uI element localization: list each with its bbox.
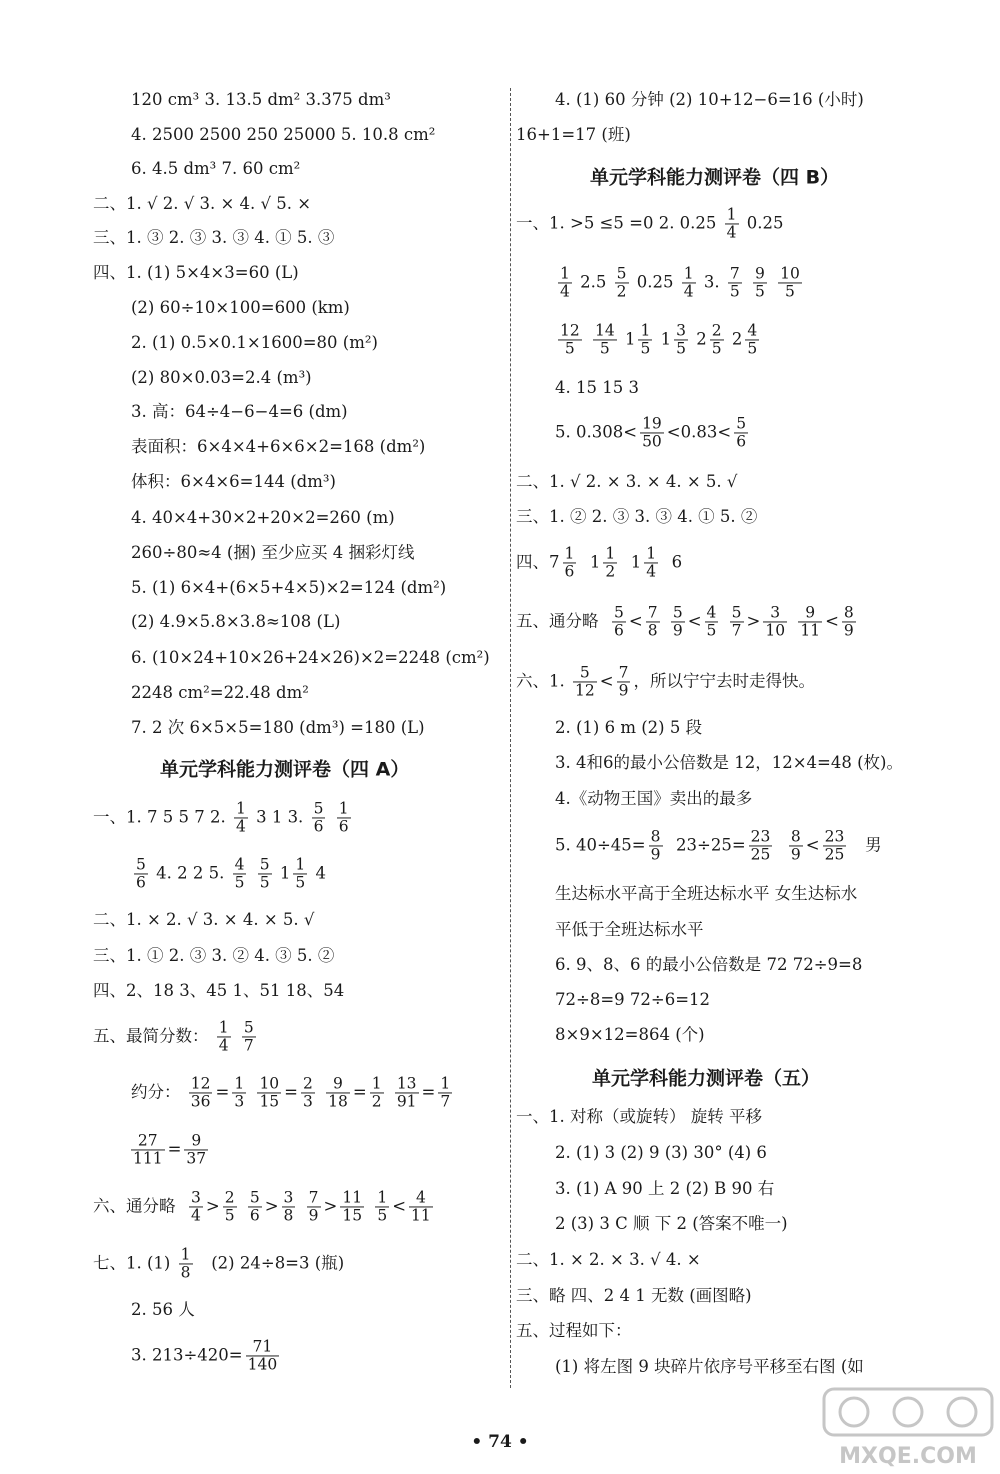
answer-line: 一、1. 对称（或旋转） 旋转 平移	[516, 1106, 762, 1126]
answer-line: $\frac{1}{4}$ 2.5 $\frac{5}{2}$ 0.25 $\frac{1}{4}$ 3. $\frac{7}{5}$ $\frac{9}{5}$ $\frac{10}{5}$	[560, 264, 800, 301]
answer-line: 8×9×12=864 (个)	[555, 1024, 705, 1044]
section-heading-4a: 单元学科能力测评卷（四 A）	[160, 758, 410, 781]
answer-line: (1) 将左图 9 块碎片依序号平移至右图 (如	[555, 1356, 864, 1376]
answer-line: $\frac{27}{111}$ = $\frac{9}{37}$	[133, 1131, 207, 1168]
answer-line: 4. (1) 60 分钟 (2) 10+12−6=16 (小时)	[555, 89, 864, 109]
answer-line: 四、7 $\frac{1}{6}$ 1 $\frac{1}{2}$ 1 $\frac{1}{4}$ 6	[516, 544, 683, 581]
answer-line: 4.《动物王国》卖出的最多	[555, 788, 753, 808]
answer-line: 5. 0.308< $\frac{19}{50}$ <0.83< $\frac{5}{6}$	[555, 414, 747, 451]
answer-line: 二、1. √ 2. √ 3. × 4. √ 5. ×	[93, 193, 312, 213]
answer-line: 五、通分略 $\frac{5}{6}$ < $\frac{7}{8}$ $\frac{5}{9}$ < $\frac{4}{5}$ $\frac{5}{7}$ > $\frac{3}{10}$ $\frac{9}{11}$ < $\frac{8}{9}$	[516, 603, 854, 640]
page-number: • 74 •	[471, 1432, 529, 1452]
answer-line: 四、2、18 3、45 1、51 18、54	[93, 980, 345, 1000]
answer-line: 6. 9、8、6 的最小公倍数是 72 72÷9=8	[555, 954, 863, 974]
answer-line: 六、1. $\frac{5}{12}$ < $\frac{7}{9}$ ，所以宁宁去时走得快。	[516, 663, 815, 700]
answer-line: 2. (1) 6 m (2) 5 段	[555, 717, 703, 737]
answer-line: 3. 213÷420= $\frac{71}{140}$	[131, 1337, 278, 1374]
answer-line: 三、1. ② 2. ③ 3. ③ 4. ① 5. ②	[516, 506, 758, 526]
answer-line: 一、1. >5 ≤5 =0 2. 0.25 $\frac{1}{4}$ 0.25	[516, 205, 784, 242]
answer-line: 三、略 四、2 4 1 无数 (画图略)	[516, 1285, 752, 1305]
column-divider	[510, 88, 511, 1388]
answer-line: 生达标水平高于全班达标水平 女生达标水	[555, 883, 858, 903]
answer-line: 二、1. × 2. √ 3. × 4. × 5. √	[93, 909, 315, 929]
answer-line: 5. 40÷45= $\frac{8}{9}$ 23÷25= $\frac{23}{25}$ $\frac{8}{9}$ < $\frac{23}{25}$ 男	[555, 827, 882, 864]
answer-line: 四、1. (1) 5×4×3=60 (L)	[93, 262, 299, 282]
answer-line: 120 cm³ 3. 13.5 dm² 3.375 dm³	[131, 89, 391, 109]
answer-line: 4. 2500 2500 250 25000 5. 10.8 cm²	[131, 124, 436, 144]
answer-line: 3. 4和6的最小公倍数是 12，12×4=48 (枚)。	[555, 752, 903, 772]
answer-line: 三、1. ③ 2. ③ 3. ③ 4. ① 5. ③	[93, 227, 335, 247]
answer-line: 六、通分略 $\frac{3}{4}$ > $\frac{2}{5}$ $\frac{5}{6}$ > $\frac{3}{8}$ $\frac{7}{9}$ > $\frac{11}{15}$ $\frac{1}{5}$ < $\frac{4}{11}$	[93, 1188, 431, 1225]
answer-line: 体积：6×4×6=144 (dm³)	[131, 471, 336, 491]
answer-line: 5. (1) 6×4+(6×5+4×5)×2=124 (dm²)	[131, 577, 447, 597]
answer-line: 7. 2 次 6×5×5=180 (dm³) =180 (L)	[131, 717, 425, 737]
answer-line: 五、最简分数： $\frac{1}{4}$ $\frac{5}{7}$	[93, 1018, 254, 1055]
answer-line: 2. (1) 3 (2) 9 (3) 30° (4) 6	[555, 1142, 767, 1162]
answer-line: $\frac{5}{6}$ 4. 2 2 5. $\frac{4}{5}$ $\frac{5}{5}$ 1 $\frac{1}{5}$ 4	[136, 855, 326, 892]
answer-line: 3. (1) A 90 上 2 (2) B 90 右	[555, 1178, 775, 1198]
answer-line: 二、1. × 2. × 3. √ 4. ×	[516, 1249, 701, 1269]
answer-line: 3. 高：64÷4−6−4=6 (dm)	[131, 401, 348, 421]
section-heading-5: 单元学科能力测评卷（五）	[592, 1067, 821, 1090]
answer-line: 4. 15 15 3	[555, 377, 639, 397]
answer-line: (2) 80×0.03=2.4 (m³)	[131, 367, 312, 387]
answer-line: 五、过程如下：	[516, 1320, 632, 1340]
answer-line: (2) 60÷10×100=600 (km)	[131, 297, 350, 317]
answer-line: 2. (1) 0.5×0.1×1600=80 (m²)	[131, 332, 378, 352]
watermark-text: MXQE.COM	[839, 1444, 977, 1469]
answer-line: 2. 56 人	[131, 1299, 195, 1319]
answer-line: (2) 4.9×5.8×3.8≈108 (L)	[131, 611, 341, 631]
answer-line: 三、1. ① 2. ③ 3. ② 4. ③ 5. ②	[93, 945, 335, 965]
answer-line: 2248 cm²=22.48 dm²	[131, 682, 309, 702]
answer-line: 4. 40×4+30×2+20×2=260 (m)	[131, 507, 395, 527]
answer-line: $\frac{12}{5}$ $\frac{14}{5}$ 1 $\frac{1}{5}$ 1 $\frac{3}{5}$ 2 $\frac{2}{5}$ 2 $\frac{4}{5}$	[560, 321, 758, 358]
answer-line: 七、1. (1) $\frac{1}{8}$ (2) 24÷8=3 (瓶)	[93, 1245, 345, 1282]
answer-line: 72÷8=9 72÷6=12	[555, 989, 711, 1009]
answer-line: 约分： $\frac{12}{36}$ = $\frac{1}{3}$ $\frac{10}{15}$ = $\frac{2}{3}$ $\frac{9}{18}$ = $\frac{1}{2}$ $\frac{13}{91}$ = $\frac{1}{7}$	[131, 1074, 451, 1111]
answer-line: 一、1. 7 5 5 7 2. $\frac{1}{4}$ 3 1 3. $\frac{5}{6}$ $\frac{1}{6}$	[93, 799, 349, 836]
answer-line: 260÷80≈4 (捆) 至少应买 4 捆彩灯线	[131, 542, 415, 562]
answer-line: 平低于全班达标水平	[555, 919, 704, 939]
answer-line: 二、1. √ 2. × 3. × 4. × 5. √	[516, 471, 738, 491]
answer-line: 表面积：6×4×4+6×6×2=168 (dm²)	[131, 436, 426, 456]
section-heading-4b: 单元学科能力测评卷（四 B）	[590, 166, 840, 189]
answer-line: 16+1=17 (班)	[516, 124, 631, 144]
answer-line: 6. 4.5 dm³ 7. 60 cm²	[131, 158, 301, 178]
watermark-logo	[820, 1385, 996, 1471]
answer-line: 6. (10×24+10×26+24×26)×2=2248 (cm²)	[131, 647, 490, 667]
answer-line: 2 (3) 3 C 顺 下 2 (答案不唯一)	[555, 1213, 788, 1233]
